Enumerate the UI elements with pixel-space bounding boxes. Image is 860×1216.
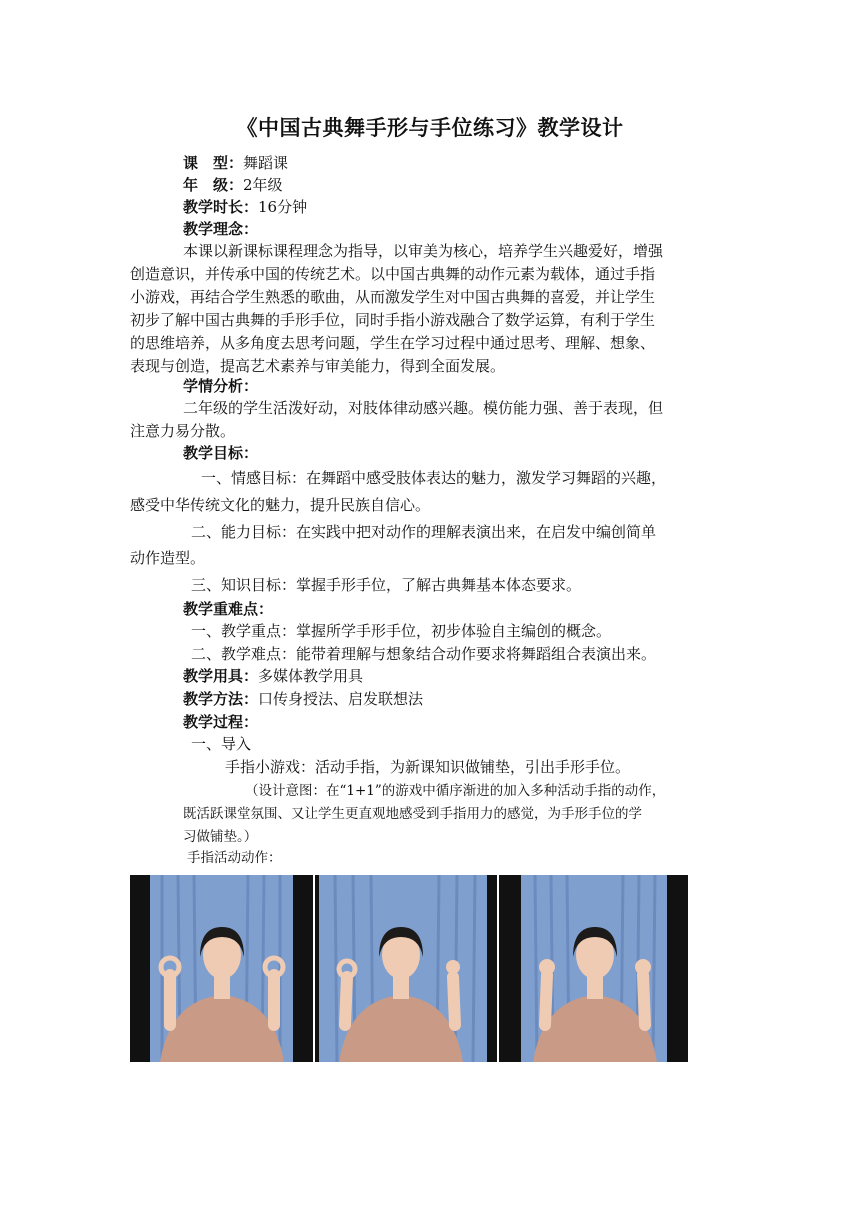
grade-value: 2年级 (243, 176, 283, 194)
photos-caption: 手指活动动作： (187, 850, 282, 866)
philosophy-line: 表现与创造，提高艺术素养与审美能力，得到全面发展。 (130, 357, 506, 375)
finger-photo-3 (499, 875, 688, 1062)
tools-row (183, 666, 363, 686)
analysis-line: 注意力易分散。 (130, 422, 236, 440)
finger-photo-2 (315, 875, 497, 1062)
philosophy-line: 小游戏，再结合学生熟悉的歌曲，从而激发学生对中国古典舞的喜爱，并让学生 (130, 288, 656, 306)
duration-value: 16分钟 (258, 198, 308, 216)
methods-label: 教学方法： (183, 690, 259, 708)
tools-value: 多媒体教学用具 (258, 667, 364, 685)
design-intent-line: （设计意图：在“1+1”的游戏中循序渐进的加入多种活动手指的动作， (245, 783, 666, 799)
design-intent-line: 习做铺垫。） (183, 829, 258, 845)
philosophy-heading: 教学理念： (183, 220, 259, 238)
tools-label: 教学用具： (183, 667, 259, 685)
course-type-row (183, 153, 288, 173)
design-intent-line: 既活跃课堂氛围、又让学生更直观地感受到手指用力的感觉，为手形手位的学 (183, 806, 642, 822)
duration-row (183, 197, 307, 217)
duration-label: 教学时长： (183, 198, 259, 216)
process-step-intro: 一、导入 (191, 735, 252, 753)
course-type-value: 舞蹈课 (243, 154, 289, 172)
finger-game: 手指小游戏：活动手指，为新课知识做铺垫，引出手形手位。 (225, 758, 631, 776)
key-point: 一、教学重点：掌握所学手形手位，初步体验自主编创的概念。 (191, 622, 612, 640)
goal-emotion-line: 一、情感目标：在舞蹈中感受肢体表达的魅力，激发学习舞蹈的兴趣， (201, 469, 667, 487)
philosophy-line: 本课以新课标课程理念为指导，以审美为核心，培养学生兴趣爱好，增强 (183, 242, 664, 260)
goal-knowledge: 三、知识目标：掌握手形手位，了解古典舞基本体态要求。 (191, 576, 582, 594)
page-title: 《中国古典舞手形与手位练习》教学设计 (236, 116, 624, 140)
grade-row (183, 175, 283, 195)
finger-action-photos (130, 875, 688, 1062)
goals-heading: 教学目标： (183, 444, 259, 462)
difficult-point: 二、教学难点：能带着理解与想象结合动作要求将舞蹈组合表演出来。 (191, 645, 657, 663)
philosophy-line: 初步了解中国古典舞的手形手位，同时手指小游戏融合了数学运算，有利于学生 (130, 311, 656, 329)
goal-ability-line: 二、能力目标：在实践中把对动作的理解表演出来，在启发中编创简单 (191, 523, 657, 541)
grade-label: 年 级： (183, 176, 244, 194)
methods-value: 口传身授法、启发联想法 (258, 690, 424, 708)
key-points-heading: 教学重难点： (183, 600, 274, 618)
process-heading: 教学过程： (183, 713, 259, 731)
philosophy-line: 创造意识，并传承中国的传统艺术。以中国古典舞的动作元素为载体，通过手指 (130, 265, 656, 283)
goal-ability-line: 动作造型。 (130, 549, 206, 567)
goal-emotion-line: 感受中华传统文化的魅力，提升民族自信心。 (130, 496, 431, 514)
philosophy-line: 的思维培养，从多角度去思考问题，学生在学习过程中通过思考、理解、想象、 (130, 334, 656, 352)
finger-photo-1 (130, 875, 313, 1062)
methods-row (183, 689, 423, 709)
course-type-label: 课 型： (183, 154, 244, 172)
analysis-line: 二年级的学生活泼好动，对肢体律动感兴趣。模仿能力强、善于表现，但 (183, 399, 664, 417)
analysis-heading: 学情分析： (183, 377, 259, 395)
